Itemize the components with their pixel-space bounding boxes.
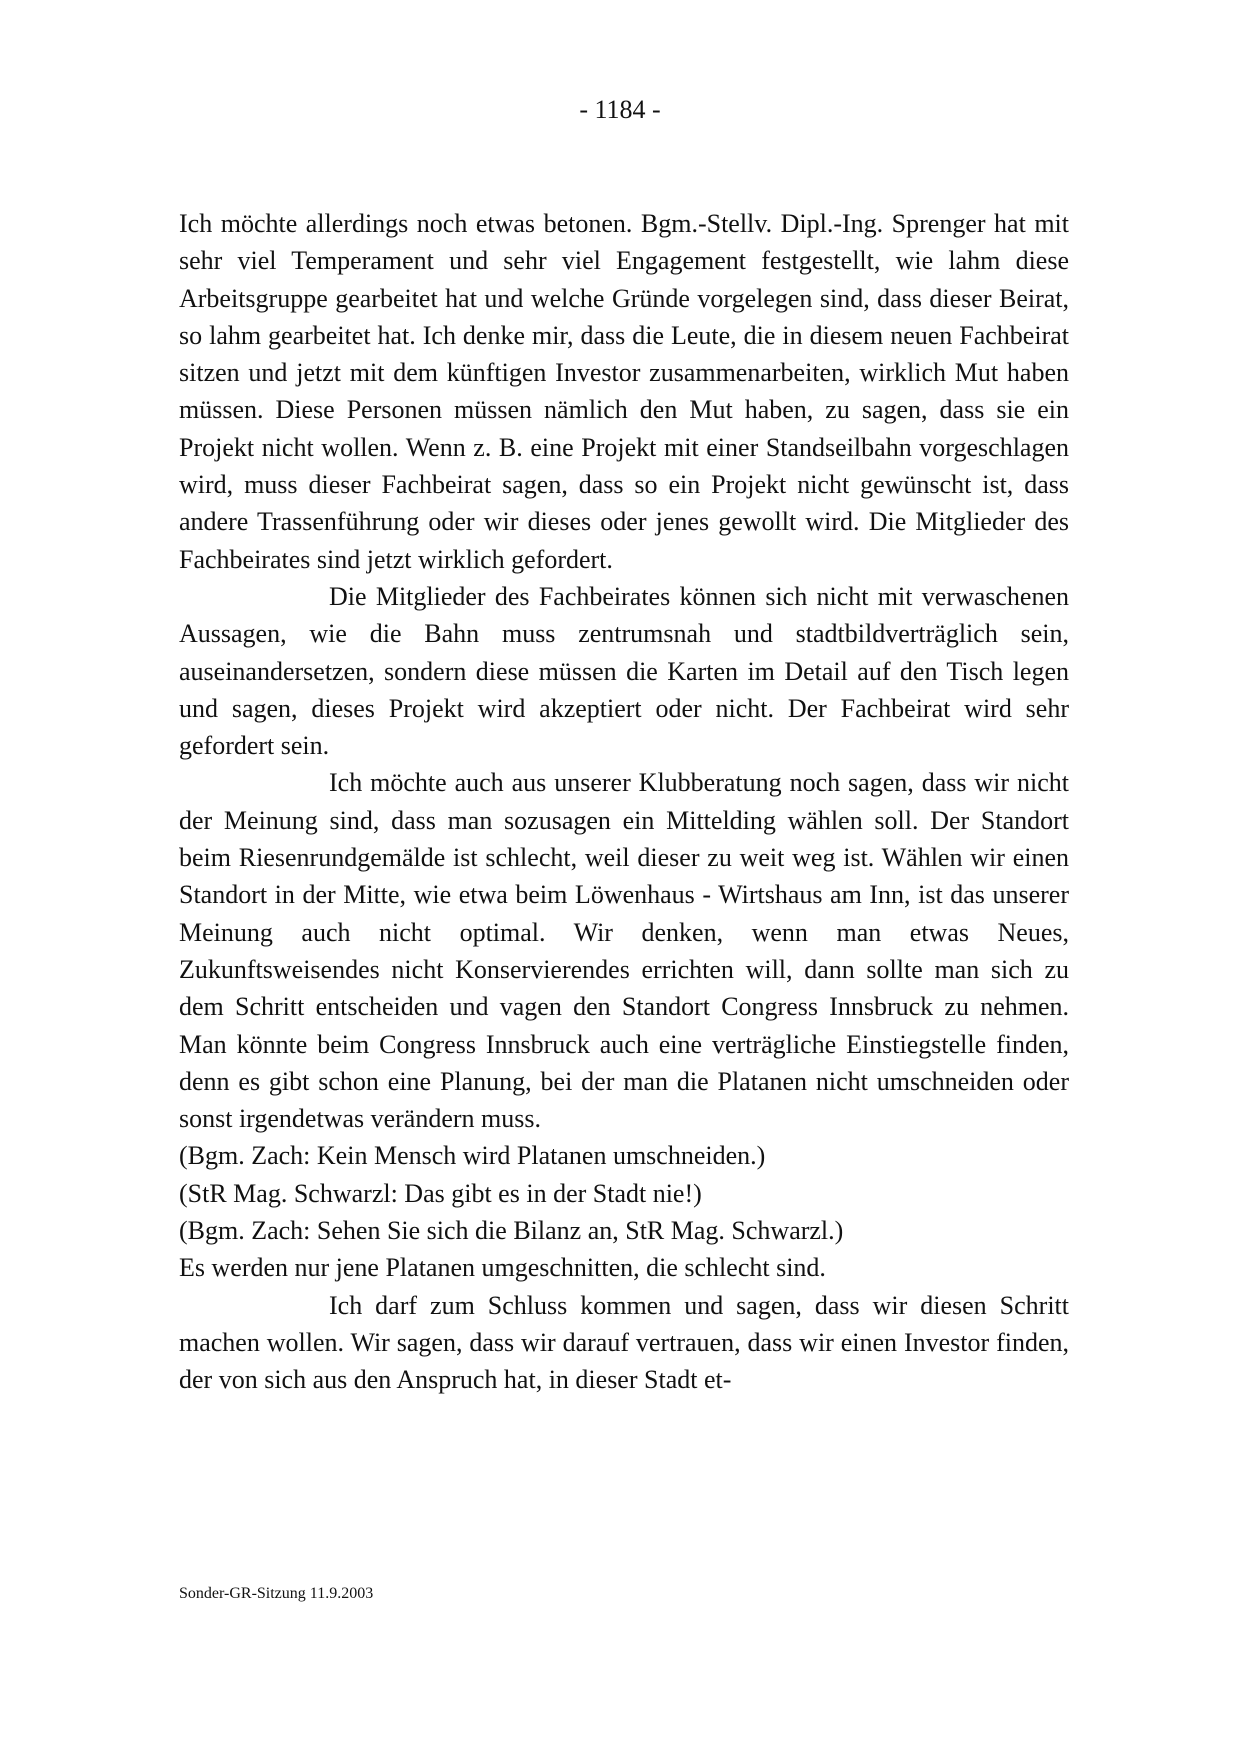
page-number: - 1184 - xyxy=(579,95,661,124)
paragraph-2: Die Mitglieder des Fachbeirates können sich nicht mit verwaschenen Aussagen, wie die Bahn muss zentrumsnah und stadtbildverträglich sein, auseinandersetzen, sondern diese müssen die Karten im Detail auf den Tisch legen und sagen, dieses Projekt wird akzeptiert oder nicht. Der Fachbeirat wird sehr gefordert sein. xyxy=(179,581,1069,761)
body-text xyxy=(179,205,1069,1399)
closing-paragraph: Ich darf zum Schluss kommen und sagen, dass wir diesen Schritt machen wollen. Wir sagen, dass wir darauf vertrauen, dass wir einen Investor finden, der von sich aus den Anspruch hat, in dieser Stadt et- xyxy=(179,1290,1069,1395)
interjection-zach-2: (Bgm. Zach: Sehen Sie sich die Bilanz an, StR Mag. Schwarzl.) xyxy=(179,1216,844,1246)
paragraph-1: Ich möchte allerdings noch etwas betonen. Bgm.-Stellv. Dipl.-Ing. Sprenger hat mit sehr viel Temperament und sehr viel Engagement festgestellt, wie lahm diese Arbeitsgruppe gearbeitet hat und welche Gründe vorgelegen sind, dass dieser Beirat, so lahm gearbeitet hat. Ich denke mir, dass die Leute, die in diesem neuen Fachbeirat sitzen und jetzt mit dem künftigen Investor zusammenarbeiten, wirklich Mut haben müssen. Diese Personen müssen nämlich den Mut haben, zu sagen, dass sie ein Projekt nicht wollen. Wenn z. B. eine Projekt mit einer Standseilbahn vorgeschlagen wird, muss dieser Fachbeirat sagen, dass so ein Projekt nicht gewünscht ist, dass andere Trassenführung oder wir dieses oder jenes gewollt wird. Die Mitglieder des Fachbeirates sind jetzt wirklich gefordert. xyxy=(179,209,1069,574)
paragraph-3: Ich möchte auch aus unserer Klubberatung noch sagen, dass wir nicht der Meinung sind, dass man sozusagen ein Mittelding wählen soll. Der Standort beim Riesenrundgemälde ist schlecht, weil dieser zu weit weg ist. Wählen wir einen Standort in der Mitte, wie etwa beim Löwenhaus - Wirtshaus am Inn, ist das unserer Meinung auch nicht optimal. Wir denken, wenn man etwas Neues, Zukunftsweisendes nicht Konservierendes errichten will, dann sollte man sich zu dem Schritt entscheiden und vagen den Standort Congress Innsbruck zu nehmen. Man könnte beim Congress Innsbruck auch eine verträgliche Einstiegstelle finden, denn es gibt schon eine Planung, bei der man die Platanen nicht umschneiden oder sonst irgendetwas verändern muss. xyxy=(179,768,1069,1134)
interjection-schwarzl: (StR Mag. Schwarzl: Das gibt es in der Stadt nie!) xyxy=(179,1178,702,1208)
page-footer: Sonder-GR-Sitzung 11.9.2003 xyxy=(179,1585,374,1602)
continuation-line: Es werden nur jene Platanen umgeschnitten, die schlecht sind. xyxy=(179,1253,826,1283)
interjection-zach-1: (Bgm. Zach: Kein Mensch wird Platanen umschneiden.) xyxy=(179,1141,766,1171)
